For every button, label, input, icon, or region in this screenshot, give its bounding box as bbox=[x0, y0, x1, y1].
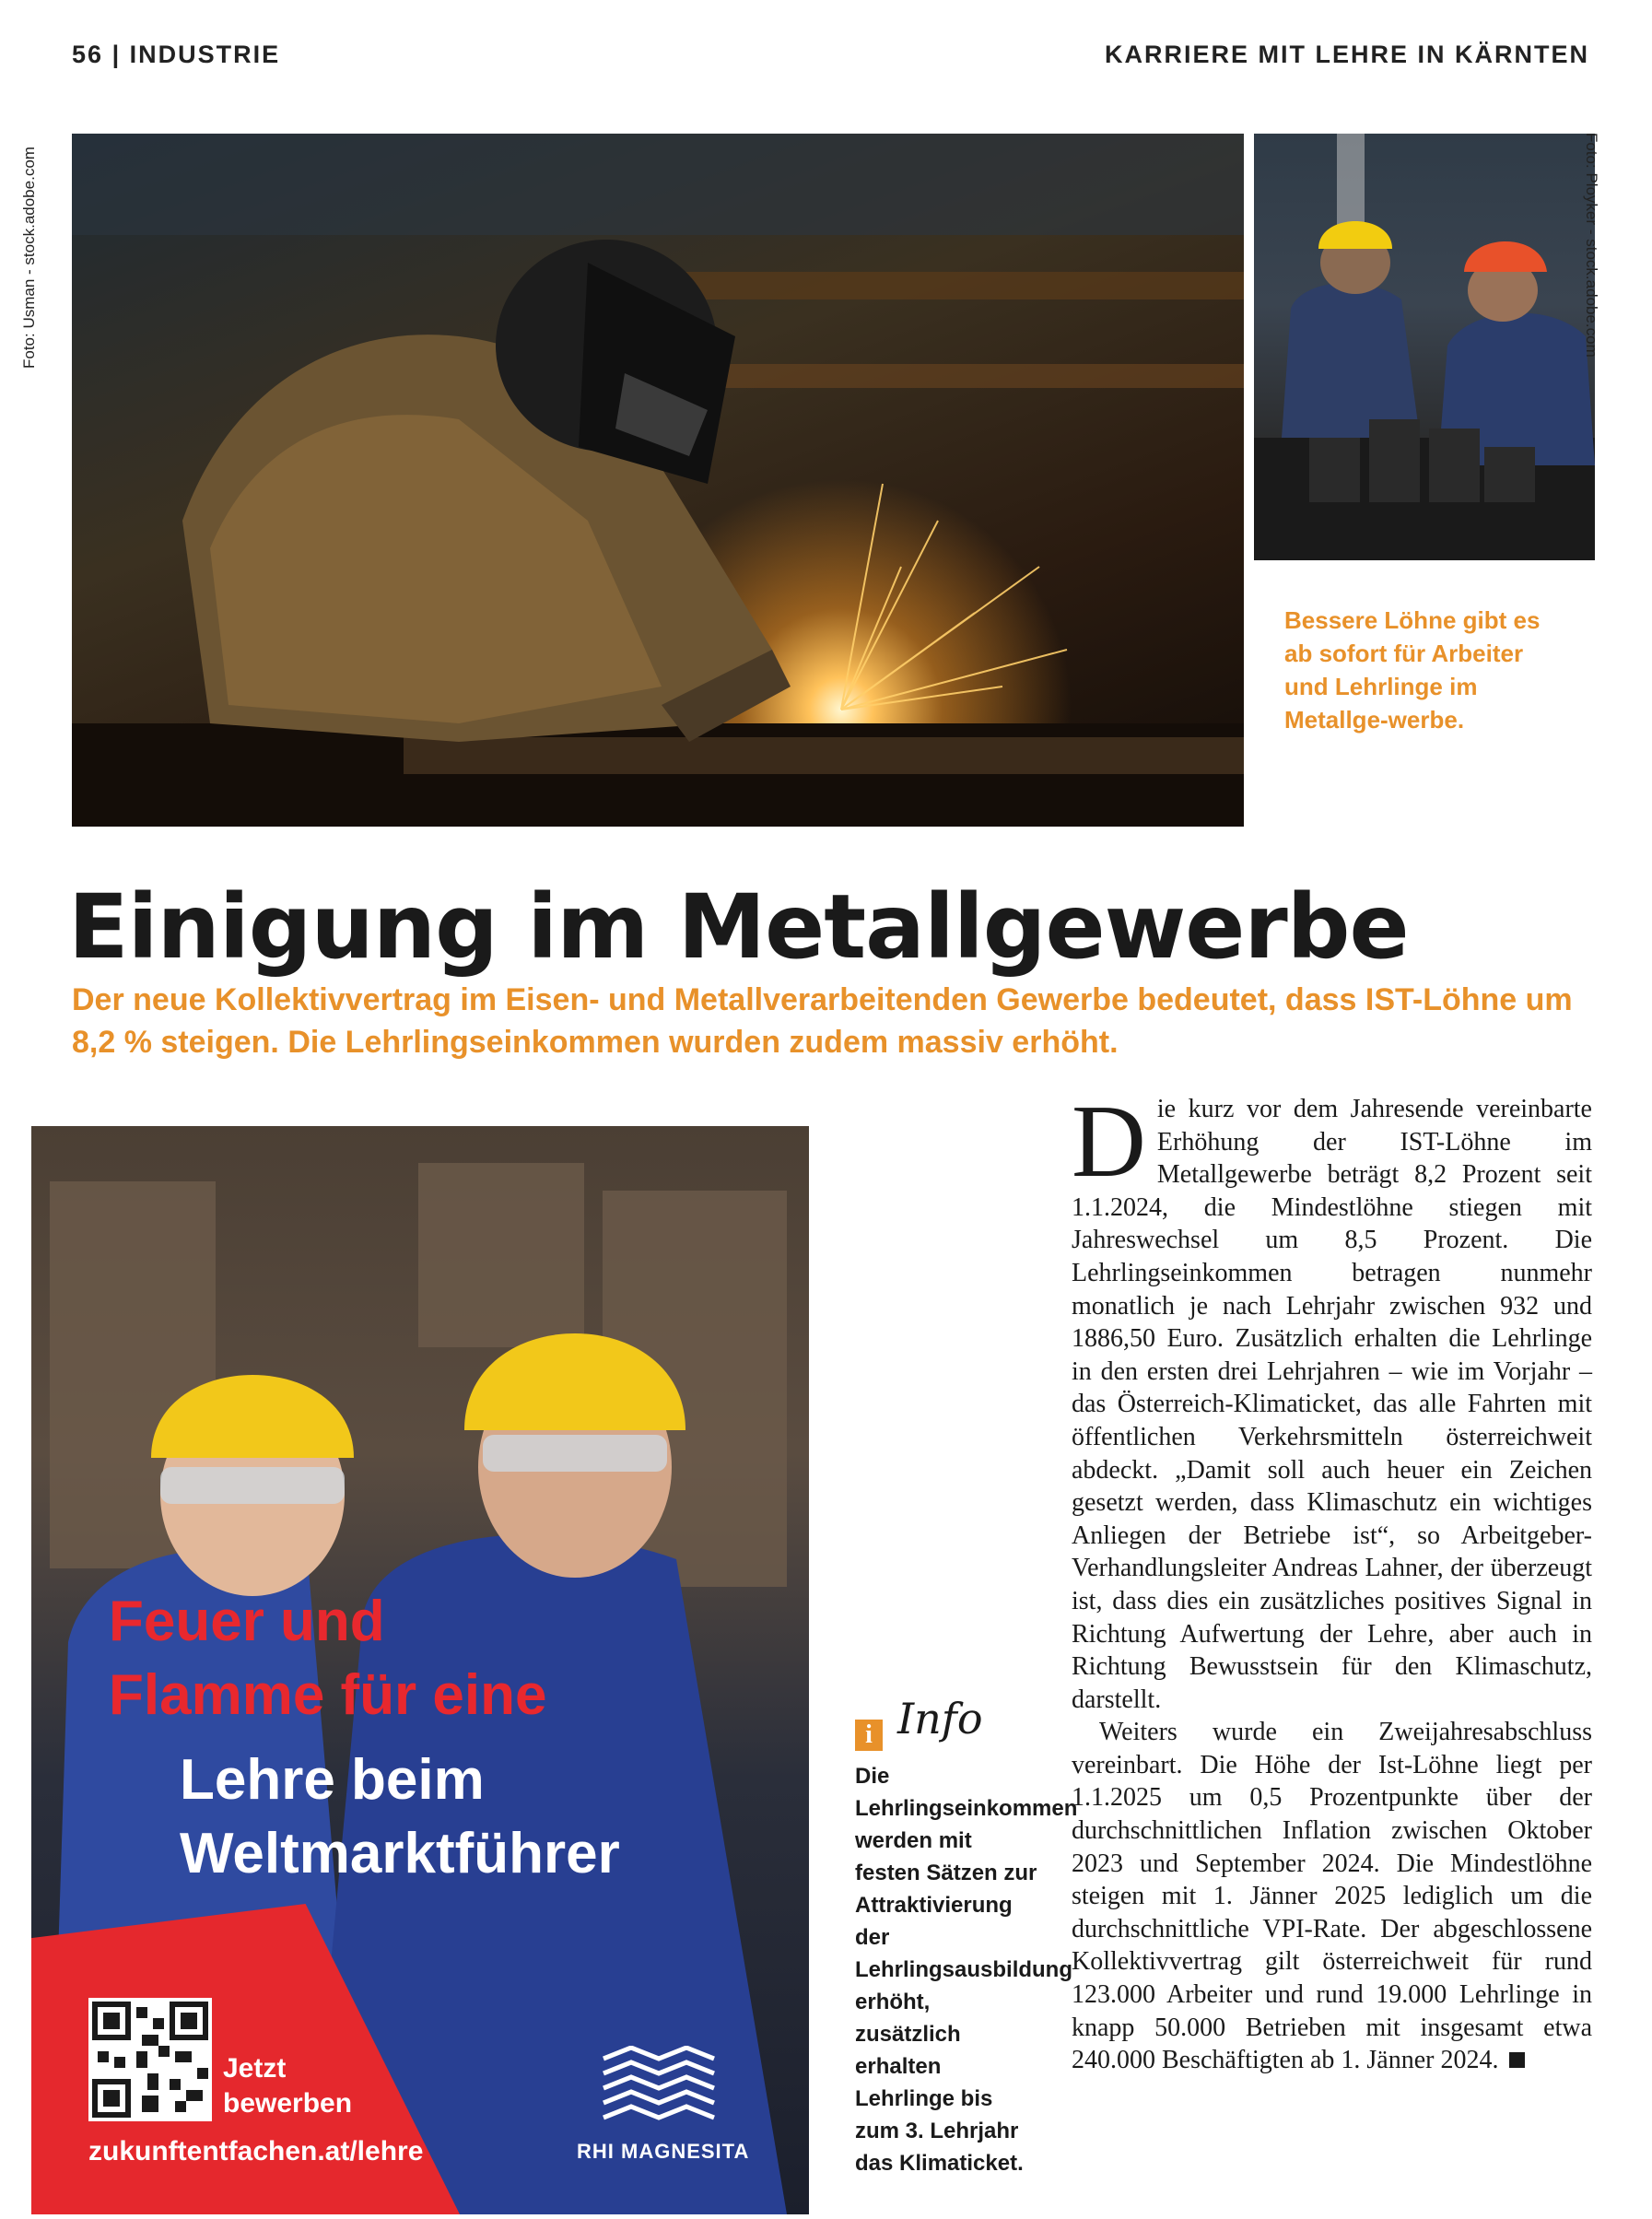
qr-code-graphic bbox=[92, 2002, 208, 2118]
ad-slogan-line2: Flamme für eine bbox=[109, 1663, 547, 1727]
workers-illustration bbox=[1254, 134, 1595, 560]
ad-slogan-line1: Feuer und bbox=[109, 1590, 385, 1653]
paragraph-1-text: ie kurz vor dem Jahresende vereinbarte Erhöhung der IST-Löhne im Metallgewerbe beträgt 8,2 Prozent seit 1.1.2024, die Mindestlöhne stiegen mit Jahreswechsel um 8,5 Prozent. Die Lehrlingseinkommen betragen nunmehr monatlich je nach Lehrjahr zwischen 932 und 1886,50 Euro. Zusätzlich erhalten die Lehrlinge in den ersten drei Lehrjahren – wie im Vorjahr – das Österreich-Klimaticket, das alle Fahrten mit öffentlichen Verkehrsmitteln österreichweit abdeckt. „Damit soll auch heuer ein Zeichen gesetzt werden, dass Klimaschutz ein wichtiges Anliegen der Betriebe ist“, so Arbeitgeber-Verhandlungsleiter Andreas Lahner, der überzeugt ist, dass dies ein zusätzliches positives Signal in Richtung Aufwertung der Lehre, aber auch in Richtung Bewusstsein für den Klimaschutz, darstellt. bbox=[1072, 1095, 1592, 1714]
welder-illustration bbox=[72, 134, 1244, 827]
workers-photo bbox=[1254, 134, 1595, 560]
welder-photo bbox=[72, 134, 1244, 827]
header-separator: | bbox=[111, 41, 130, 68]
ad-slogan-line4: Weltmarktführer bbox=[180, 1822, 620, 1885]
info-icon: i bbox=[855, 1720, 883, 1751]
article-paragraph-2 bbox=[1072, 1716, 1592, 2077]
apply-cta-line2: bewerben bbox=[223, 2088, 353, 2119]
ad-url-link[interactable]: zukunftentfachen.at/lehre bbox=[88, 2136, 424, 2166]
ad-slogan-red bbox=[109, 1585, 546, 1732]
main-photo-credit: Foto: Usman - stock.adobe.com bbox=[20, 147, 38, 369]
section-name: INDUSTRIE bbox=[129, 41, 281, 68]
page-header-left bbox=[72, 41, 280, 69]
ad-slogan-white bbox=[180, 1744, 620, 1891]
qr-code[interactable] bbox=[88, 1998, 212, 2121]
apply-cta-line1: Jetzt bbox=[223, 2053, 287, 2084]
drop-cap: D bbox=[1072, 1085, 1146, 1199]
series-title: KARRIERE MIT LEHRE IN KÄRNTEN bbox=[1104, 41, 1589, 68]
brand-name: RHI MAGNESITA bbox=[577, 2140, 750, 2163]
side-photo-caption: Bessere Löhne gibt es ab sofort für Arbeiter und Lehrlinge im Metallge-werbe. bbox=[1284, 606, 1541, 734]
side-photo-credit: Foto: Ployker - stock.adobe.com bbox=[1583, 133, 1600, 358]
article-headline: Einigung im Metallgewerbe bbox=[68, 875, 1409, 979]
info-text: Die Lehrlingseinkommen werden mit festen Sätzen zur Attraktivierung der Lehrlingsausbildung erhöht, zusätzlich erhalten Lehrlinge bis zum 3. Lehrjahr das Klimaticket. bbox=[855, 1764, 1078, 2176]
article-subheadline: Der neue Kollektivvertrag im Eisen- und Metallverarbeitenden Gewerbe bedeutet, dass IST-Löhne um 8,2 % steigen. Die Lehrlingseinkommen wurden zudem massiv erhöht. bbox=[72, 982, 1573, 1060]
end-mark-icon bbox=[1509, 2052, 1525, 2068]
paragraph-2-text: Weiters wurde ein Zweijahresabschluss vereinbart. Die Höhe der Ist-Löhne liegt per 1.1.2025 um 0,5 Prozentpunkte über der durchschnittlichen Inflation zwischen Oktober 2023 und September 2024. Die Mindestlöhne steigen mit 1. Jänner 2025 lediglich um die durchschnittliche VPI-Rate. Der abgeschlossene Kollektivvertrag gilt österreichweit für rund 123.000 Arbeiter und rund 19.000 Lehrlinge in knapp 50.000 Betrieben mit insgesamt etwa 240.000 Beschäftigten ab 1. Jänner 2024. bbox=[1072, 1718, 1592, 2075]
rhi-magnesita-logo-icon bbox=[599, 2046, 719, 2121]
ad-slogan-line3: Lehre beim bbox=[180, 1748, 485, 1812]
article-body bbox=[1072, 1085, 1592, 2077]
apply-cta[interactable] bbox=[223, 2051, 352, 2121]
page-number: 56 bbox=[72, 41, 104, 68]
article-paragraph-1 bbox=[1072, 1085, 1592, 1716]
info-title: Info bbox=[897, 1694, 983, 1744]
